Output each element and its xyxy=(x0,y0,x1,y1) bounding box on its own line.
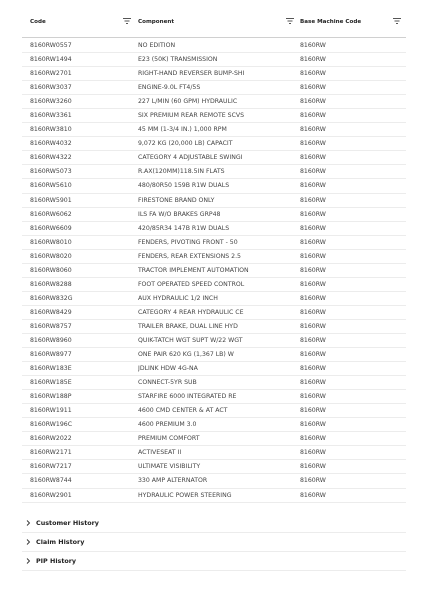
cell-code: 8160RW5610 xyxy=(30,182,72,190)
component-table-body xyxy=(22,39,406,503)
column-header-base-machine-code-label: Base Machine Code xyxy=(300,19,362,25)
cell-code: 8160RW183E xyxy=(30,365,72,373)
cell-component: RIGHT-HAND REVERSER BUMP-SHI xyxy=(138,70,245,78)
cell-code: 8160RW6062 xyxy=(30,210,72,218)
cell-base-machine-code: 8160RW xyxy=(300,182,326,190)
chevron-right-icon xyxy=(24,519,32,527)
cell-code: 8160RW2701 xyxy=(30,70,72,78)
cell-component: 480/80R50 159B R1W DUALS xyxy=(138,182,230,190)
cell-component: CATEGORY 4 REAR HYDRAULIC CE xyxy=(138,308,244,316)
section-customer-history[interactable] xyxy=(22,514,406,533)
cell-base-machine-code: 8160RW xyxy=(300,252,326,260)
cell-base-machine-code: 8160RW xyxy=(300,140,326,148)
cell-component: R.AX(120MM)118.5IN FLATS xyxy=(138,168,225,176)
cell-component: PREMIUM COMFORT xyxy=(138,435,200,443)
cell-code: 8160RW6609 xyxy=(30,224,72,232)
cell-code: 8160RW7217 xyxy=(30,463,72,471)
column-header-base-machine-code[interactable] xyxy=(300,6,361,38)
cell-base-machine-code: 8160RW xyxy=(300,280,326,288)
cell-code: 8160RW2022 xyxy=(30,435,72,443)
cell-base-machine-code: 8160RW xyxy=(300,238,326,246)
sort-base-machine-code-icon[interactable] xyxy=(392,16,402,26)
cell-code: 8160RW1911 xyxy=(30,407,72,415)
chevron-right-icon xyxy=(24,538,32,546)
cell-component: QUIK-TATCH WGT SUPT W/22 WGT xyxy=(138,336,243,344)
section-pip-history[interactable] xyxy=(22,552,406,571)
cell-code: 8160RW8744 xyxy=(30,477,72,485)
section-claim-history[interactable] xyxy=(22,533,406,552)
cell-component: NO EDITION xyxy=(138,42,176,49)
cell-component: FENDERS, REAR EXTENSIONS 2.5 xyxy=(138,252,241,260)
cell-code: 8160RW4032 xyxy=(30,140,72,148)
cell-code: 8160RW3037 xyxy=(30,84,72,92)
table-row[interactable] xyxy=(22,222,406,236)
table-row[interactable] xyxy=(22,137,406,151)
cell-code: 8160RW1494 xyxy=(30,56,72,64)
table-row[interactable] xyxy=(22,320,406,334)
cell-component: FENDERS, PIVOTING FRONT - 50 xyxy=(138,238,238,246)
table-row[interactable] xyxy=(22,236,406,250)
column-header-component-label: Component xyxy=(138,19,175,25)
table-row[interactable] xyxy=(22,474,406,488)
table-row[interactable] xyxy=(22,264,406,278)
cell-component: 45 MM (1-3/4 IN.) 1,000 RPM xyxy=(138,126,227,134)
cell-component: 4600 CMD CENTER & AT ACT xyxy=(138,407,228,415)
table-row[interactable] xyxy=(22,432,406,446)
cell-code: 8160RW3260 xyxy=(30,98,72,106)
table-row[interactable] xyxy=(22,404,406,418)
table-row[interactable] xyxy=(22,165,406,179)
table-row[interactable] xyxy=(22,306,406,320)
cell-component: HYDRAULIC POWER STEERING xyxy=(138,491,232,499)
table-row[interactable] xyxy=(22,81,406,95)
cell-base-machine-code: 8160RW xyxy=(300,421,326,429)
cell-base-machine-code: 8160RW xyxy=(300,98,326,106)
column-header-code-label: Code xyxy=(30,19,46,25)
table-header xyxy=(22,6,406,38)
cell-base-machine-code: 8160RW xyxy=(300,435,326,443)
table-row[interactable] xyxy=(22,194,406,208)
cell-base-machine-code: 8160RW xyxy=(300,365,326,373)
cell-component: 4600 PREMIUM 3.0 xyxy=(138,421,197,429)
cell-component: FOOT OPERATED SPEED CONTROL xyxy=(138,280,245,288)
cell-code: 8160RW185E xyxy=(30,379,72,387)
cell-base-machine-code: 8160RW xyxy=(300,126,326,134)
cell-component: ONE PAIR 620 KG (1,367 LB) W xyxy=(138,351,234,359)
cell-code: 8160RW188P xyxy=(30,393,72,401)
cell-code: 8160RW8020 xyxy=(30,252,72,260)
table-row[interactable] xyxy=(22,67,406,81)
cell-base-machine-code: 8160RW xyxy=(300,491,326,499)
cell-code: 8160RW8757 xyxy=(30,322,72,330)
cell-base-machine-code: 8160RW xyxy=(300,449,326,457)
cell-component: SIX PREMIUM REAR REMOTE SCVS xyxy=(138,112,245,120)
cell-base-machine-code: 8160RW xyxy=(300,168,326,176)
table-row[interactable] xyxy=(22,151,406,165)
cell-component: CONNECT-5YR SUB xyxy=(138,379,197,387)
cell-base-machine-code: 8160RW xyxy=(300,56,326,64)
cell-code: 8160RW8288 xyxy=(30,280,72,288)
cell-base-machine-code: 8160RW xyxy=(300,266,326,274)
cell-base-machine-code: 8160RW xyxy=(300,112,326,120)
cell-component: TRACTOR IMPLEMENT AUTOMATION xyxy=(138,266,249,274)
cell-base-machine-code: 8160RW xyxy=(300,210,326,218)
cell-base-machine-code: 8160RW xyxy=(300,477,326,485)
cell-code: 8160RW2901 xyxy=(30,491,72,499)
cell-component: CATEGORY 4 ADJUSTABLE SWINGI xyxy=(138,154,243,162)
cell-code: 8160RW0557 xyxy=(30,42,72,49)
cell-code: 8160RW8429 xyxy=(30,308,72,316)
cell-base-machine-code: 8160RW xyxy=(300,463,326,471)
cell-component: ENGINE-9.0L FT4/5S xyxy=(138,84,201,92)
cell-base-machine-code: 8160RW xyxy=(300,70,326,78)
column-header-component[interactable] xyxy=(138,6,174,38)
table-row[interactable] xyxy=(22,418,406,432)
cell-base-machine-code: 8160RW xyxy=(300,393,326,401)
cell-base-machine-code: 8160RW xyxy=(300,154,326,162)
cell-component: JDLINK HDW 4G-NA xyxy=(138,365,198,373)
cell-code: 8160RW5901 xyxy=(30,196,72,204)
cell-code: 8160RW3361 xyxy=(30,112,72,120)
cell-base-machine-code: 8160RW xyxy=(300,379,326,387)
cell-component: FIRESTONE BRAND ONLY xyxy=(138,196,215,204)
cell-code: 8160RW5073 xyxy=(30,168,72,176)
cell-base-machine-code: 8160RW xyxy=(300,322,326,330)
column-header-code[interactable] xyxy=(30,6,46,38)
table-row[interactable] xyxy=(22,278,406,292)
sort-component-icon[interactable] xyxy=(285,16,295,26)
cell-code: 8160RW832G xyxy=(30,294,73,302)
table-row[interactable] xyxy=(22,208,406,222)
cell-component: TRAILER BRAKE, DUAL LINE HYD xyxy=(138,322,238,330)
table-row[interactable] xyxy=(22,446,406,460)
cell-base-machine-code: 8160RW xyxy=(300,294,326,302)
cell-base-machine-code: 8160RW xyxy=(300,42,326,49)
table-row[interactable] xyxy=(22,179,406,193)
table-row[interactable] xyxy=(22,348,406,362)
table-row[interactable] xyxy=(22,489,406,503)
section-label: Claim History xyxy=(36,538,85,546)
cell-code: 8160RW8960 xyxy=(30,336,72,344)
table-row[interactable] xyxy=(22,376,406,390)
cell-component: ILS FA W/O BRAKES GRP48 xyxy=(138,210,221,218)
cell-code: 8160RW196C xyxy=(30,421,73,429)
table-row[interactable] xyxy=(22,95,406,109)
table-row[interactable] xyxy=(22,250,406,264)
cell-base-machine-code: 8160RW xyxy=(300,308,326,316)
section-label: Customer History xyxy=(36,519,99,527)
cell-base-machine-code: 8160RW xyxy=(300,407,326,415)
chevron-right-icon xyxy=(24,557,32,565)
cell-base-machine-code: 8160RW xyxy=(300,224,326,232)
cell-code: 8160RW8977 xyxy=(30,351,72,359)
table-row[interactable] xyxy=(22,39,406,53)
table-row[interactable] xyxy=(22,53,406,67)
cell-component: ULTIMATE VISIBILITY xyxy=(138,463,201,471)
table-row[interactable] xyxy=(22,123,406,137)
table-row[interactable] xyxy=(22,390,406,404)
table-row[interactable] xyxy=(22,460,406,474)
table-row[interactable] xyxy=(22,362,406,376)
history-sections xyxy=(22,514,406,571)
cell-component: 227 L/MIN (60 GPM) HYDRAULIC xyxy=(138,98,238,106)
cell-base-machine-code: 8160RW xyxy=(300,196,326,204)
table-row[interactable] xyxy=(22,334,406,348)
cell-base-machine-code: 8160RW xyxy=(300,336,326,344)
cell-code: 8160RW4322 xyxy=(30,154,72,162)
cell-code: 8160RW8010 xyxy=(30,238,72,246)
section-label: PIP History xyxy=(36,557,77,565)
table-row[interactable] xyxy=(22,292,406,306)
cell-component: E23 (50K) TRANSMISSION xyxy=(138,56,218,64)
cell-component: 9,072 KG (20,000 LB) CAPACIT xyxy=(138,140,233,148)
cell-code: 8160RW2171 xyxy=(30,449,72,457)
cell-component: 420/85R34 147B R1W DUALS xyxy=(138,224,230,232)
cell-code: 8160RW3810 xyxy=(30,126,72,134)
cell-component: STARFIRE 6000 INTEGRATED RE xyxy=(138,393,237,401)
sort-code-icon[interactable] xyxy=(122,16,132,26)
cell-component: AUX HYDRAULIC 1/2 INCH xyxy=(138,294,218,302)
table-row[interactable] xyxy=(22,109,406,123)
cell-component: ACTIVESEAT II xyxy=(138,449,182,457)
cell-component: 330 AMP ALTERNATOR xyxy=(138,477,208,485)
cell-base-machine-code: 8160RW xyxy=(300,351,326,359)
cell-code: 8160RW8060 xyxy=(30,266,72,274)
cell-base-machine-code: 8160RW xyxy=(300,84,326,92)
